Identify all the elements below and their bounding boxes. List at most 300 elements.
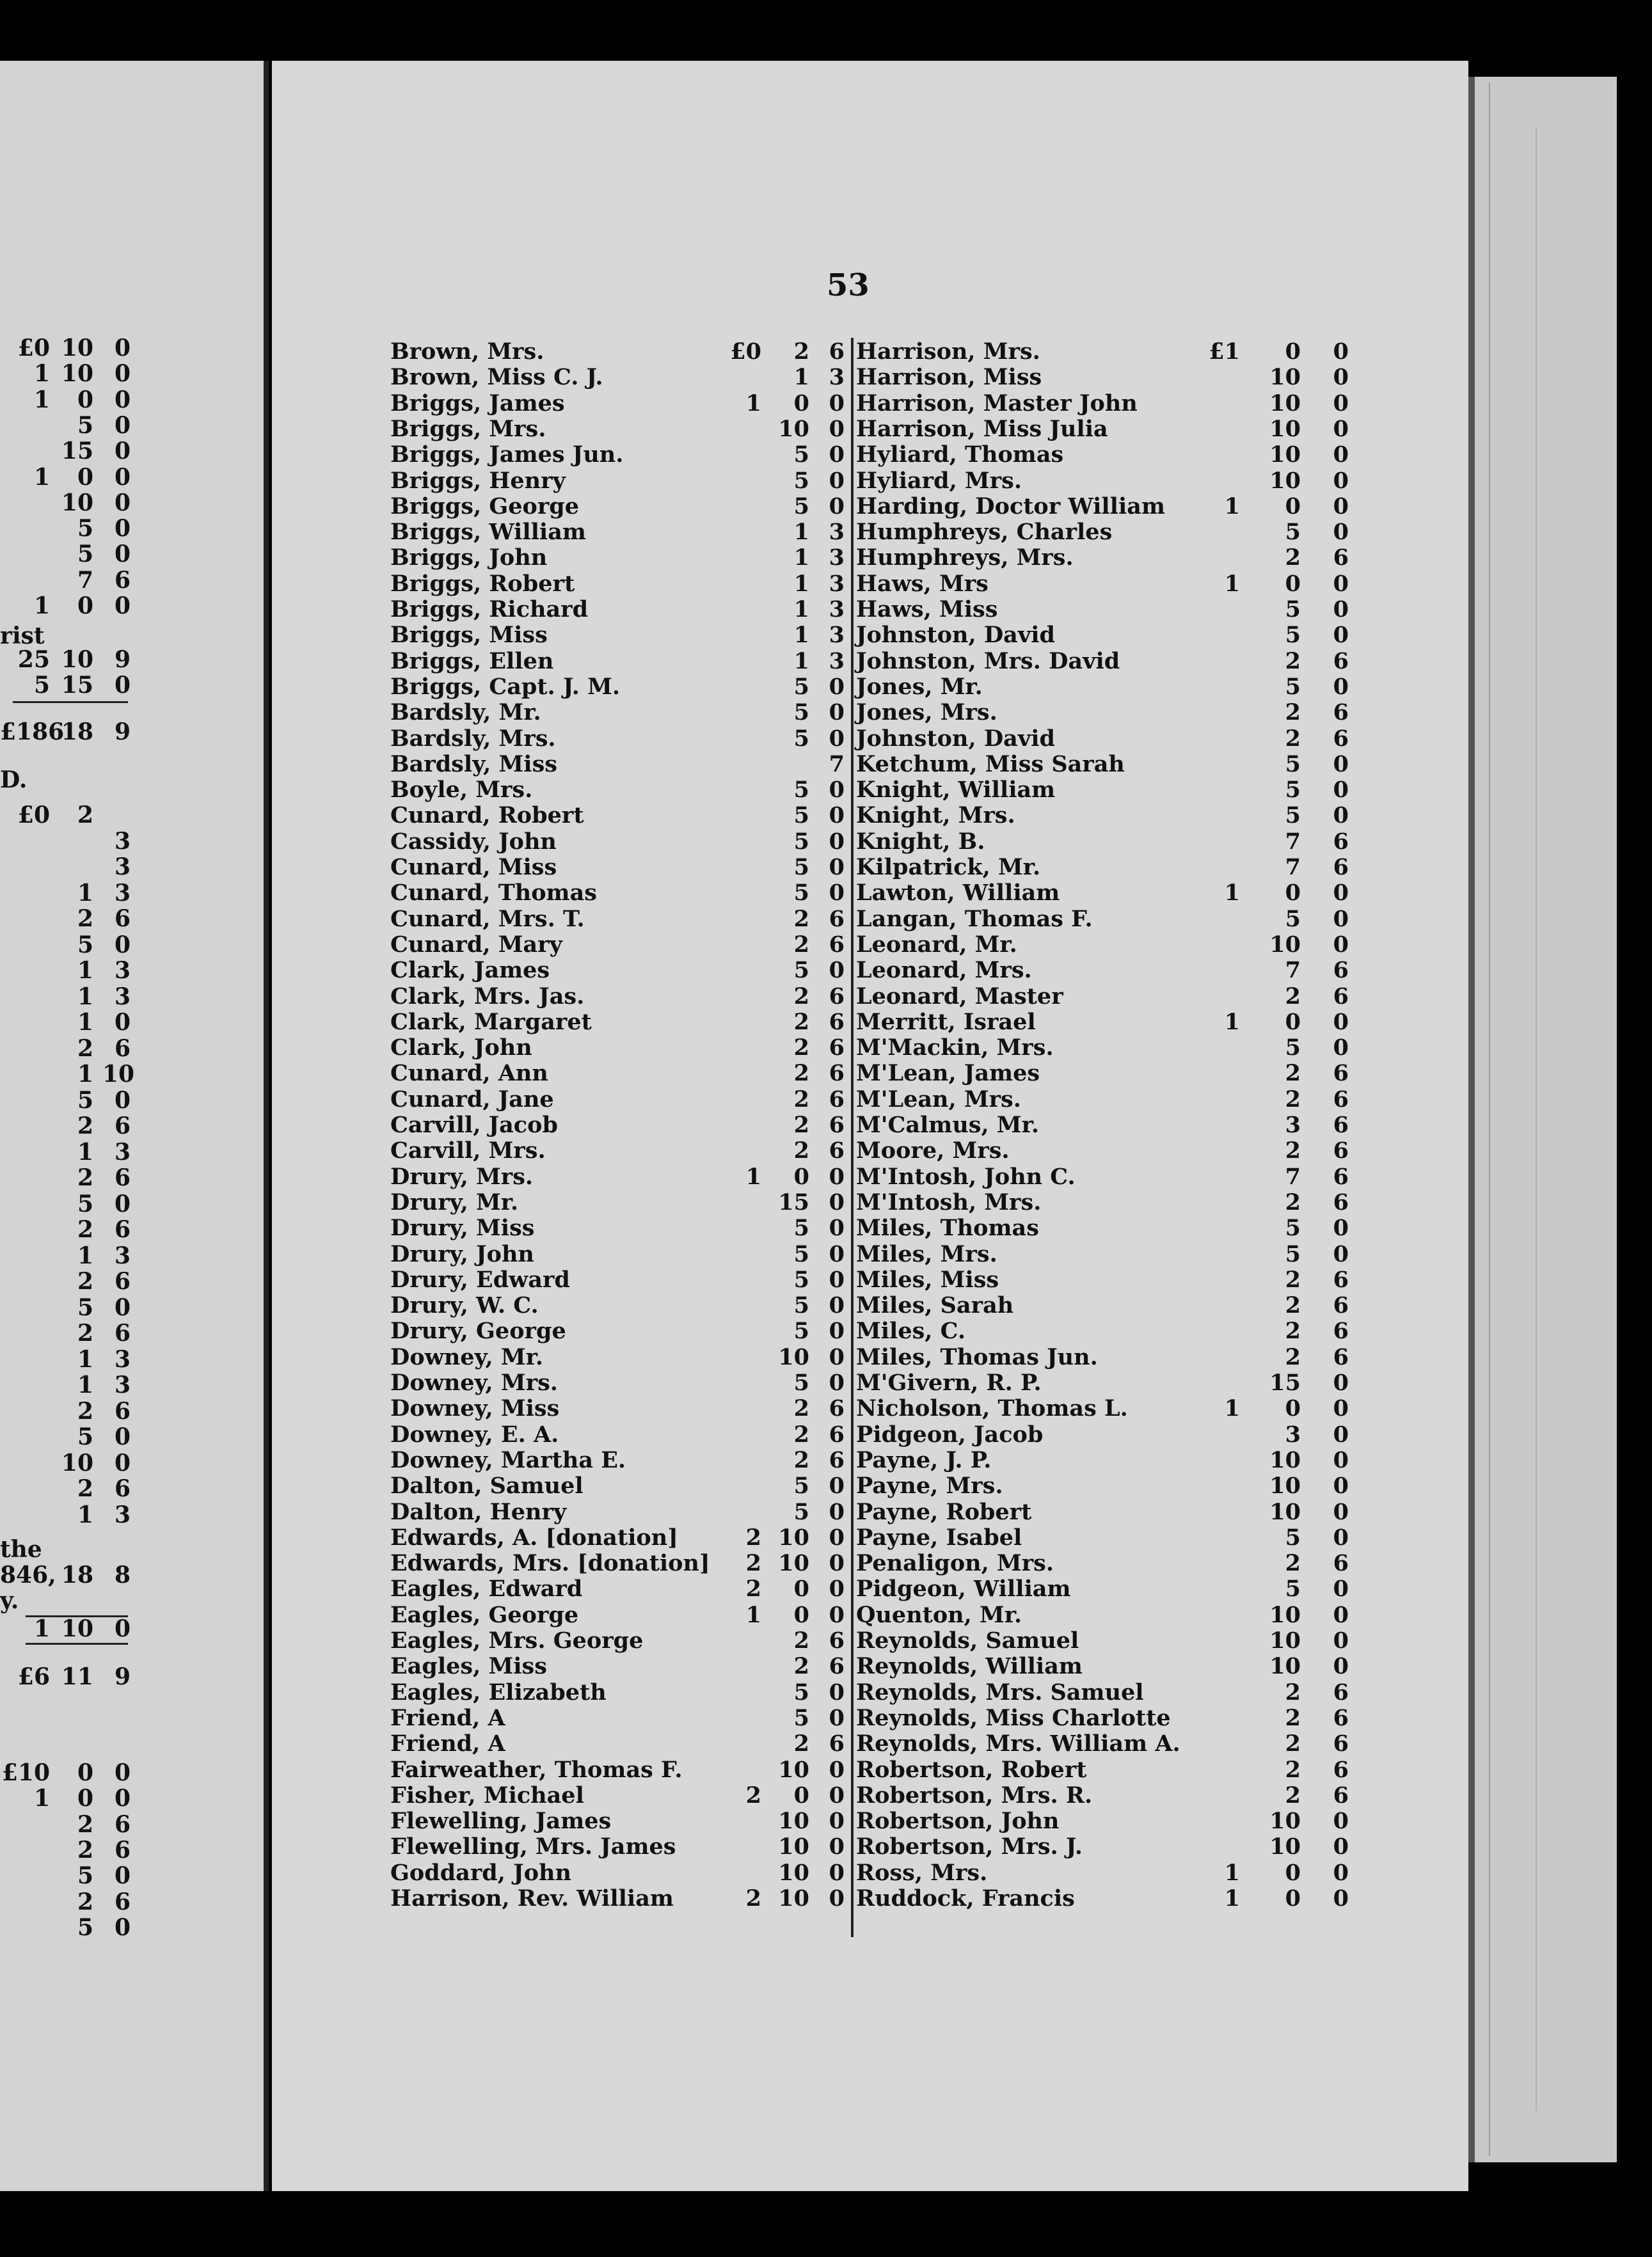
amount-row xyxy=(0,516,134,541)
subscriber-name: Drury, George xyxy=(390,1318,566,1345)
amount-value: 2 xyxy=(77,1888,93,1915)
amount-value: 5 xyxy=(77,515,93,542)
amount-row xyxy=(0,1088,134,1113)
pence-value: 0 xyxy=(829,1370,845,1396)
amount-value: 3 xyxy=(114,1501,131,1528)
shillings-value: 2 xyxy=(793,1086,809,1113)
amount-value: 1 xyxy=(77,957,93,984)
subscriber-name: Humphreys, Charles xyxy=(856,519,1113,546)
subscriber-name: M'Calmus, Mr. xyxy=(856,1112,1039,1138)
amount-row xyxy=(0,413,134,438)
amount-row xyxy=(0,1890,134,1914)
amount-value: 10 xyxy=(61,646,93,673)
subscriber-name: Fairweather, Thomas F. xyxy=(390,1756,683,1783)
amount-value: 0 xyxy=(114,489,131,516)
amount-value: 9 xyxy=(114,718,131,745)
shillings-value: 2 xyxy=(1285,1318,1301,1345)
amount-row xyxy=(0,720,134,744)
subscriber-name: Ruddock, Francis xyxy=(856,1885,1075,1912)
subscriber-name: M'Lean, Mrs. xyxy=(856,1086,1021,1113)
pence-value: 3 xyxy=(829,647,845,674)
subscriber-name: Boyle, Mrs. xyxy=(390,777,533,804)
pence-value: 0 xyxy=(1333,570,1349,597)
amount-row xyxy=(0,361,134,386)
subscriber-name: Moore, Mrs. xyxy=(856,1137,1010,1164)
subscriber-name: Payne, J. P. xyxy=(856,1446,992,1473)
subscriber-name: Quenton, Mr. xyxy=(856,1601,1022,1628)
amount-value: 0 xyxy=(77,463,93,491)
amount-value: 5 xyxy=(77,1294,93,1321)
shillings-value: 5 xyxy=(793,1679,809,1706)
amount-value: 5 xyxy=(77,1086,93,1114)
amount-row xyxy=(0,829,134,853)
facing-page-fragment xyxy=(0,61,269,2191)
subscriber-name: Haws, Miss xyxy=(856,596,998,622)
pounds-value: 2 xyxy=(745,1576,761,1603)
pence-value: 0 xyxy=(829,1782,845,1809)
amount-value: 1 xyxy=(33,360,50,388)
amount-value: 0 xyxy=(114,1423,131,1450)
shillings-value: 0 xyxy=(793,1576,809,1603)
amount-row xyxy=(0,594,134,618)
shillings-value: 7 xyxy=(1285,957,1301,984)
subscriber-name: Downey, Miss xyxy=(390,1395,560,1422)
shillings-value: 1 xyxy=(793,622,809,649)
pence-value: 0 xyxy=(829,1189,845,1216)
amount-value: 1 xyxy=(33,1785,50,1812)
amount-value: 0 xyxy=(114,541,131,568)
pounds-value: 1 xyxy=(1224,880,1240,907)
amount-row xyxy=(0,491,134,515)
subscriber-name: Miles, Miss xyxy=(856,1266,999,1293)
amount-value: 5 xyxy=(77,1423,93,1450)
subscriber-name: Eagles, Mrs. George xyxy=(390,1627,644,1654)
pence-value: 6 xyxy=(1333,1704,1349,1731)
amount-row xyxy=(0,1563,134,1587)
amount-row xyxy=(0,1915,134,1940)
amount-value: 3 xyxy=(114,1242,131,1269)
shillings-value: 0 xyxy=(1285,1859,1301,1886)
shillings-value: 0 xyxy=(793,1601,809,1628)
pence-value: 6 xyxy=(1333,828,1349,855)
shillings-value: 5 xyxy=(793,1240,809,1267)
subscriber-name: Nicholson, Thomas L. xyxy=(856,1395,1128,1422)
subscriber-name: Briggs, James Jun. xyxy=(390,441,624,468)
amount-value: 0 xyxy=(77,386,93,413)
subscriber-name: Harrison, Rev. William xyxy=(390,1885,674,1912)
pence-value: 6 xyxy=(829,1730,845,1757)
amount-value: 6 xyxy=(114,1888,131,1915)
pounds-value: 1 xyxy=(1224,570,1240,597)
subscriber-name: Reynolds, Miss Charlotte xyxy=(856,1704,1171,1731)
amount-row xyxy=(0,1786,134,1810)
pence-value: 0 xyxy=(829,1679,845,1706)
subscriber-name: Miles, C. xyxy=(856,1318,966,1345)
shillings-value: 2 xyxy=(1285,1756,1301,1783)
amount-row xyxy=(0,568,134,592)
amount-row xyxy=(0,855,134,879)
amount-value: 1 xyxy=(77,879,93,907)
amount-value: 6 xyxy=(114,1034,131,1062)
subscriber-name: Harrison, Master John xyxy=(856,390,1138,416)
pence-value: 6 xyxy=(829,1137,845,1164)
pence-value: 0 xyxy=(1333,493,1349,519)
subscriber-name: Downey, Mrs. xyxy=(390,1370,558,1396)
subscriber-name: Leonard, Master xyxy=(856,983,1063,1010)
shillings-value: 5 xyxy=(793,1498,809,1525)
amount-row xyxy=(0,388,134,412)
pence-value: 0 xyxy=(1333,777,1349,804)
amount-row xyxy=(0,1373,134,1397)
amount-row xyxy=(0,647,134,672)
shillings-value: 10 xyxy=(1269,1627,1301,1654)
amount-value: 6 xyxy=(114,1268,131,1295)
subscriber-name: Miles, Sarah xyxy=(856,1292,1014,1319)
subscriber-name: Briggs, Robert xyxy=(390,570,575,597)
subscriber-name: Jones, Mr. xyxy=(856,673,983,700)
amount-value: 0 xyxy=(114,463,131,491)
shillings-value: 15 xyxy=(778,1189,809,1216)
subscriber-name: Harrison, Mrs. xyxy=(856,338,1040,365)
subscriber-name: Bardsly, Mrs. xyxy=(390,725,556,752)
pence-value: 0 xyxy=(1333,1240,1349,1267)
pounds-value: 1 xyxy=(745,1601,761,1628)
subscriber-name: Cunard, Robert xyxy=(390,802,584,829)
amount-row xyxy=(0,881,134,905)
pence-value: 6 xyxy=(1333,1060,1349,1087)
pence-value: 6 xyxy=(1333,1343,1349,1370)
shillings-value: 5 xyxy=(793,467,809,494)
shillings-value: 10 xyxy=(1269,931,1301,958)
subscriber-name: Miles, Thomas Jun. xyxy=(856,1343,1098,1370)
subscriber-name: Clark, James xyxy=(390,957,550,984)
amount-value: 5 xyxy=(33,672,50,699)
shillings-value: 5 xyxy=(793,828,809,855)
pounds-value: £1 xyxy=(1209,338,1240,365)
shillings-value: 10 xyxy=(778,1808,809,1835)
amount-value: 0 xyxy=(114,1785,131,1812)
pounds-value: 1 xyxy=(1224,1859,1240,1886)
amount-value: 6 xyxy=(114,1810,131,1838)
subscriber-name: Drury, Edward xyxy=(390,1266,570,1293)
subscriber-name: Pidgeon, Jacob xyxy=(856,1421,1044,1448)
pence-value: 0 xyxy=(1333,931,1349,958)
subscriber-name: Payne, Mrs. xyxy=(856,1473,1003,1500)
amount-row xyxy=(0,1347,134,1372)
amount-row xyxy=(0,439,134,463)
pence-value: 0 xyxy=(829,390,845,416)
shillings-value: 2 xyxy=(1285,1343,1301,1370)
subscriber-name: Johnston, David xyxy=(856,622,1055,649)
pence-value: 0 xyxy=(829,1704,845,1731)
shillings-value: 2 xyxy=(1285,1266,1301,1293)
shillings-value: 2 xyxy=(793,1112,809,1138)
amount-row xyxy=(0,542,134,566)
pounds-value: 2 xyxy=(745,1524,761,1551)
amount-value: 0 xyxy=(114,1759,131,1786)
subscriber-name: Cassidy, John xyxy=(390,828,557,855)
total-rule xyxy=(13,701,128,703)
shillings-value: 2 xyxy=(793,1008,809,1035)
amount-value: 2 xyxy=(77,1216,93,1243)
shillings-value: 10 xyxy=(1269,1833,1301,1860)
amount-value: 2 xyxy=(77,1113,93,1139)
amount-row xyxy=(0,1399,134,1423)
shillings-value: 2 xyxy=(1285,699,1301,726)
pence-value: 6 xyxy=(829,1008,845,1035)
pence-value: 0 xyxy=(829,1473,845,1500)
subscriber-name: Eagles, Edward xyxy=(390,1576,583,1603)
subscriber-name: Merritt, Israel xyxy=(856,1008,1036,1035)
amount-value: 0 xyxy=(114,386,131,413)
amount-value: 10 xyxy=(102,1061,135,1088)
amount-row xyxy=(0,336,134,360)
amount-value: 7 xyxy=(77,566,93,594)
shillings-value: 0 xyxy=(1285,570,1301,597)
shillings-value: 5 xyxy=(1285,1215,1301,1242)
pence-value: 0 xyxy=(829,854,845,880)
amount-row xyxy=(0,1140,134,1164)
pence-value: 6 xyxy=(829,338,845,365)
shillings-value: 2 xyxy=(793,931,809,958)
shillings-value: 2 xyxy=(793,1730,809,1757)
pence-value: 6 xyxy=(1333,983,1349,1010)
shillings-value: 5 xyxy=(1285,905,1301,932)
amount-value: 10 xyxy=(61,489,93,516)
shillings-value: 0 xyxy=(793,1163,809,1190)
subscriber-name: Reynolds, Mrs. Samuel xyxy=(856,1679,1144,1706)
pounds-value: 1 xyxy=(1224,1395,1240,1422)
pence-value: 0 xyxy=(829,441,845,468)
amount-value: 0 xyxy=(114,931,131,958)
subscriber-name: Johnston, David xyxy=(856,725,1055,752)
subscriber-name: Briggs, Capt. J. M. xyxy=(390,673,621,700)
subscriber-name: Cunard, Mrs. T. xyxy=(390,905,585,932)
shillings-value: 5 xyxy=(793,493,809,519)
shillings-value: 0 xyxy=(793,1782,809,1809)
shillings-value: 1 xyxy=(793,519,809,546)
amount-row xyxy=(0,1244,134,1268)
subscriber-name: Ross, Mrs. xyxy=(856,1859,988,1886)
subscriber-name: M'Givern, R. P. xyxy=(856,1370,1042,1396)
shillings-value: 10 xyxy=(1269,1498,1301,1525)
shillings-value: 5 xyxy=(1285,777,1301,804)
subscriber-name: Knight, William xyxy=(856,777,1056,804)
subscriber-name: Cunard, Jane xyxy=(390,1086,554,1113)
pence-value: 6 xyxy=(829,1653,845,1680)
shillings-value: 0 xyxy=(793,390,809,416)
pence-value: 0 xyxy=(1333,905,1349,932)
amount-value: 1 xyxy=(77,1138,93,1166)
shillings-value: 2 xyxy=(1285,983,1301,1010)
shillings-value: 5 xyxy=(793,699,809,726)
amount-value: 1 xyxy=(77,1061,93,1088)
pence-value: 3 xyxy=(829,519,845,546)
pence-value: 6 xyxy=(829,905,845,932)
page-edge-line xyxy=(1536,128,1537,2111)
subscriber-name: Drury, John xyxy=(390,1240,534,1267)
shillings-value: 2 xyxy=(793,338,809,365)
pounds-value: 1 xyxy=(1224,1008,1240,1035)
pence-value: 0 xyxy=(829,1343,845,1370)
amount-value: 18 xyxy=(61,1562,93,1588)
pence-value: 0 xyxy=(1333,1215,1349,1242)
amount-value: 1 xyxy=(33,386,50,413)
subscriber-name: Robertson, Mrs. R. xyxy=(856,1782,1093,1809)
shillings-value: 2 xyxy=(793,1395,809,1422)
pence-value: 0 xyxy=(829,880,845,907)
amount-value: 3 xyxy=(114,879,131,907)
amount-value: 1 xyxy=(77,1372,93,1398)
amount-row xyxy=(0,1036,134,1061)
pence-value: 6 xyxy=(1333,1137,1349,1164)
shillings-value: 5 xyxy=(793,725,809,752)
amount-value: 846, xyxy=(0,1562,56,1588)
subscriber-name: Leonard, Mrs. xyxy=(856,957,1032,984)
subscriber-name: Carvill, Jacob xyxy=(390,1112,558,1138)
shillings-value: 0 xyxy=(1285,493,1301,519)
amount-row xyxy=(0,1269,134,1294)
pence-value: 0 xyxy=(1333,1370,1349,1396)
amount-value: 1 xyxy=(77,1345,93,1373)
pence-value: 0 xyxy=(829,828,845,855)
subscriber-name: Knight, Mrs. xyxy=(856,802,1015,829)
shillings-value: 10 xyxy=(778,1550,809,1577)
amount-value: 10 xyxy=(61,1615,93,1642)
shillings-value: 10 xyxy=(778,1756,809,1783)
amount-row xyxy=(0,1010,134,1034)
subscriber-name: Cunard, Mary xyxy=(390,931,562,958)
shillings-value: 2 xyxy=(1285,1086,1301,1113)
amount-value: 0 xyxy=(77,1785,93,1812)
amount-row xyxy=(0,803,134,827)
amount-value: 2 xyxy=(77,802,93,828)
amount-value: 5 xyxy=(77,1913,93,1941)
shillings-value: 5 xyxy=(1285,519,1301,546)
amount-value: 2 xyxy=(77,905,93,932)
pence-value: 3 xyxy=(829,622,845,649)
pounds-value: 1 xyxy=(1224,493,1240,519)
pence-value: 6 xyxy=(1333,1086,1349,1113)
amount-value: 3 xyxy=(114,957,131,984)
shillings-value: 2 xyxy=(793,1034,809,1061)
pounds-value: 2 xyxy=(745,1885,761,1912)
subscriber-name: M'Lean, James xyxy=(856,1060,1040,1087)
shillings-value: 3 xyxy=(1285,1421,1301,1448)
subscriber-name: Briggs, James xyxy=(390,390,565,416)
amount-value: £6 xyxy=(17,1663,50,1690)
pounds-value: 1 xyxy=(745,390,761,416)
amount-row xyxy=(0,1864,134,1888)
shillings-value: 5 xyxy=(793,854,809,880)
subscriber-name: Briggs, Henry xyxy=(390,467,566,494)
subscriber-name: Friend, A xyxy=(390,1730,505,1757)
amount-value: 0 xyxy=(114,438,131,465)
shillings-value: 10 xyxy=(778,1885,809,1912)
amount-row xyxy=(0,985,134,1009)
amount-row xyxy=(0,673,134,697)
total-rule xyxy=(26,1643,128,1645)
subscriber-name: Edwards, A. [donation] xyxy=(390,1524,678,1551)
amount-value: 5 xyxy=(77,411,93,439)
shillings-value: 15 xyxy=(1269,1370,1301,1396)
amount-value: 6 xyxy=(114,1216,131,1243)
shillings-value: 2 xyxy=(793,1446,809,1473)
subscriber-name: M'Intosh, John C. xyxy=(856,1163,1076,1190)
pence-value: 6 xyxy=(1333,1756,1349,1783)
shillings-value: 2 xyxy=(1285,544,1301,571)
pence-value: 6 xyxy=(829,983,845,1010)
shillings-value: 10 xyxy=(1269,441,1301,468)
subscriber-name: Drury, Mrs. xyxy=(390,1163,534,1190)
shillings-value: 2 xyxy=(793,983,809,1010)
pence-value: 6 xyxy=(829,1421,845,1448)
amount-value: 6 xyxy=(114,1164,131,1191)
pence-value: 0 xyxy=(829,1163,845,1190)
pence-value: 0 xyxy=(829,1808,845,1835)
subscriber-name: Hyliard, Mrs. xyxy=(856,467,1022,494)
subscriber-name: Briggs, George xyxy=(390,493,580,519)
pence-value: 0 xyxy=(1333,1008,1349,1035)
amount-value: 6 xyxy=(114,1397,131,1425)
pence-value: 0 xyxy=(1333,1421,1349,1448)
subscriber-name: M'Intosh, Mrs. xyxy=(856,1189,1042,1216)
pence-value: 0 xyxy=(829,957,845,984)
pence-value: 0 xyxy=(1333,1859,1349,1886)
amount-row xyxy=(0,1812,134,1837)
subscriber-name: Hyliard, Thomas xyxy=(856,441,1064,468)
amount-value: 2 xyxy=(77,1268,93,1295)
shillings-value: 3 xyxy=(1285,1112,1301,1138)
amount-value: 0 xyxy=(114,1294,131,1321)
amount-value: 2 xyxy=(77,1397,93,1425)
subscriber-name: Fisher, Michael xyxy=(390,1782,584,1809)
pence-value: 3 xyxy=(829,544,845,571)
pence-value: 0 xyxy=(1333,1885,1349,1912)
pence-value: 0 xyxy=(829,1318,845,1345)
subscriber-name: Eagles, George xyxy=(390,1601,579,1628)
amount-value: 3 xyxy=(114,1372,131,1398)
shillings-value: 2 xyxy=(793,1060,809,1087)
pence-value: 0 xyxy=(1333,880,1349,907)
amount-row xyxy=(0,1114,134,1138)
pence-value: 0 xyxy=(829,415,845,442)
shillings-value: 5 xyxy=(793,673,809,700)
shillings-value: 5 xyxy=(793,1318,809,1345)
pence-value: 0 xyxy=(829,777,845,804)
pence-value: 0 xyxy=(1333,1833,1349,1860)
subscriber-name: Payne, Isabel xyxy=(856,1524,1022,1551)
shillings-value: 2 xyxy=(1285,1550,1301,1577)
amount-value: 10 xyxy=(61,360,93,388)
subscriber-name: Johnston, Mrs. David xyxy=(856,647,1120,674)
shillings-value: 10 xyxy=(778,1859,809,1886)
subscriber-name: Haws, Mrs xyxy=(856,570,989,597)
shillings-value: 5 xyxy=(793,1704,809,1731)
shillings-value: 5 xyxy=(793,1473,809,1500)
subscriber-name: Clark, John xyxy=(390,1034,532,1061)
subscriber-name: Harrison, Miss Julia xyxy=(856,415,1108,442)
subscriber-name: Reynolds, Mrs. William A. xyxy=(856,1730,1180,1757)
amount-value: 2 xyxy=(77,1164,93,1191)
amount-value: 2 xyxy=(77,1475,93,1502)
shillings-value: 5 xyxy=(793,777,809,804)
pence-value: 0 xyxy=(1333,1653,1349,1680)
pence-value: 0 xyxy=(1333,802,1349,829)
pence-value: 0 xyxy=(1333,1601,1349,1628)
subscriber-name: Humphreys, Mrs. xyxy=(856,544,1074,571)
pence-value: 0 xyxy=(1333,415,1349,442)
